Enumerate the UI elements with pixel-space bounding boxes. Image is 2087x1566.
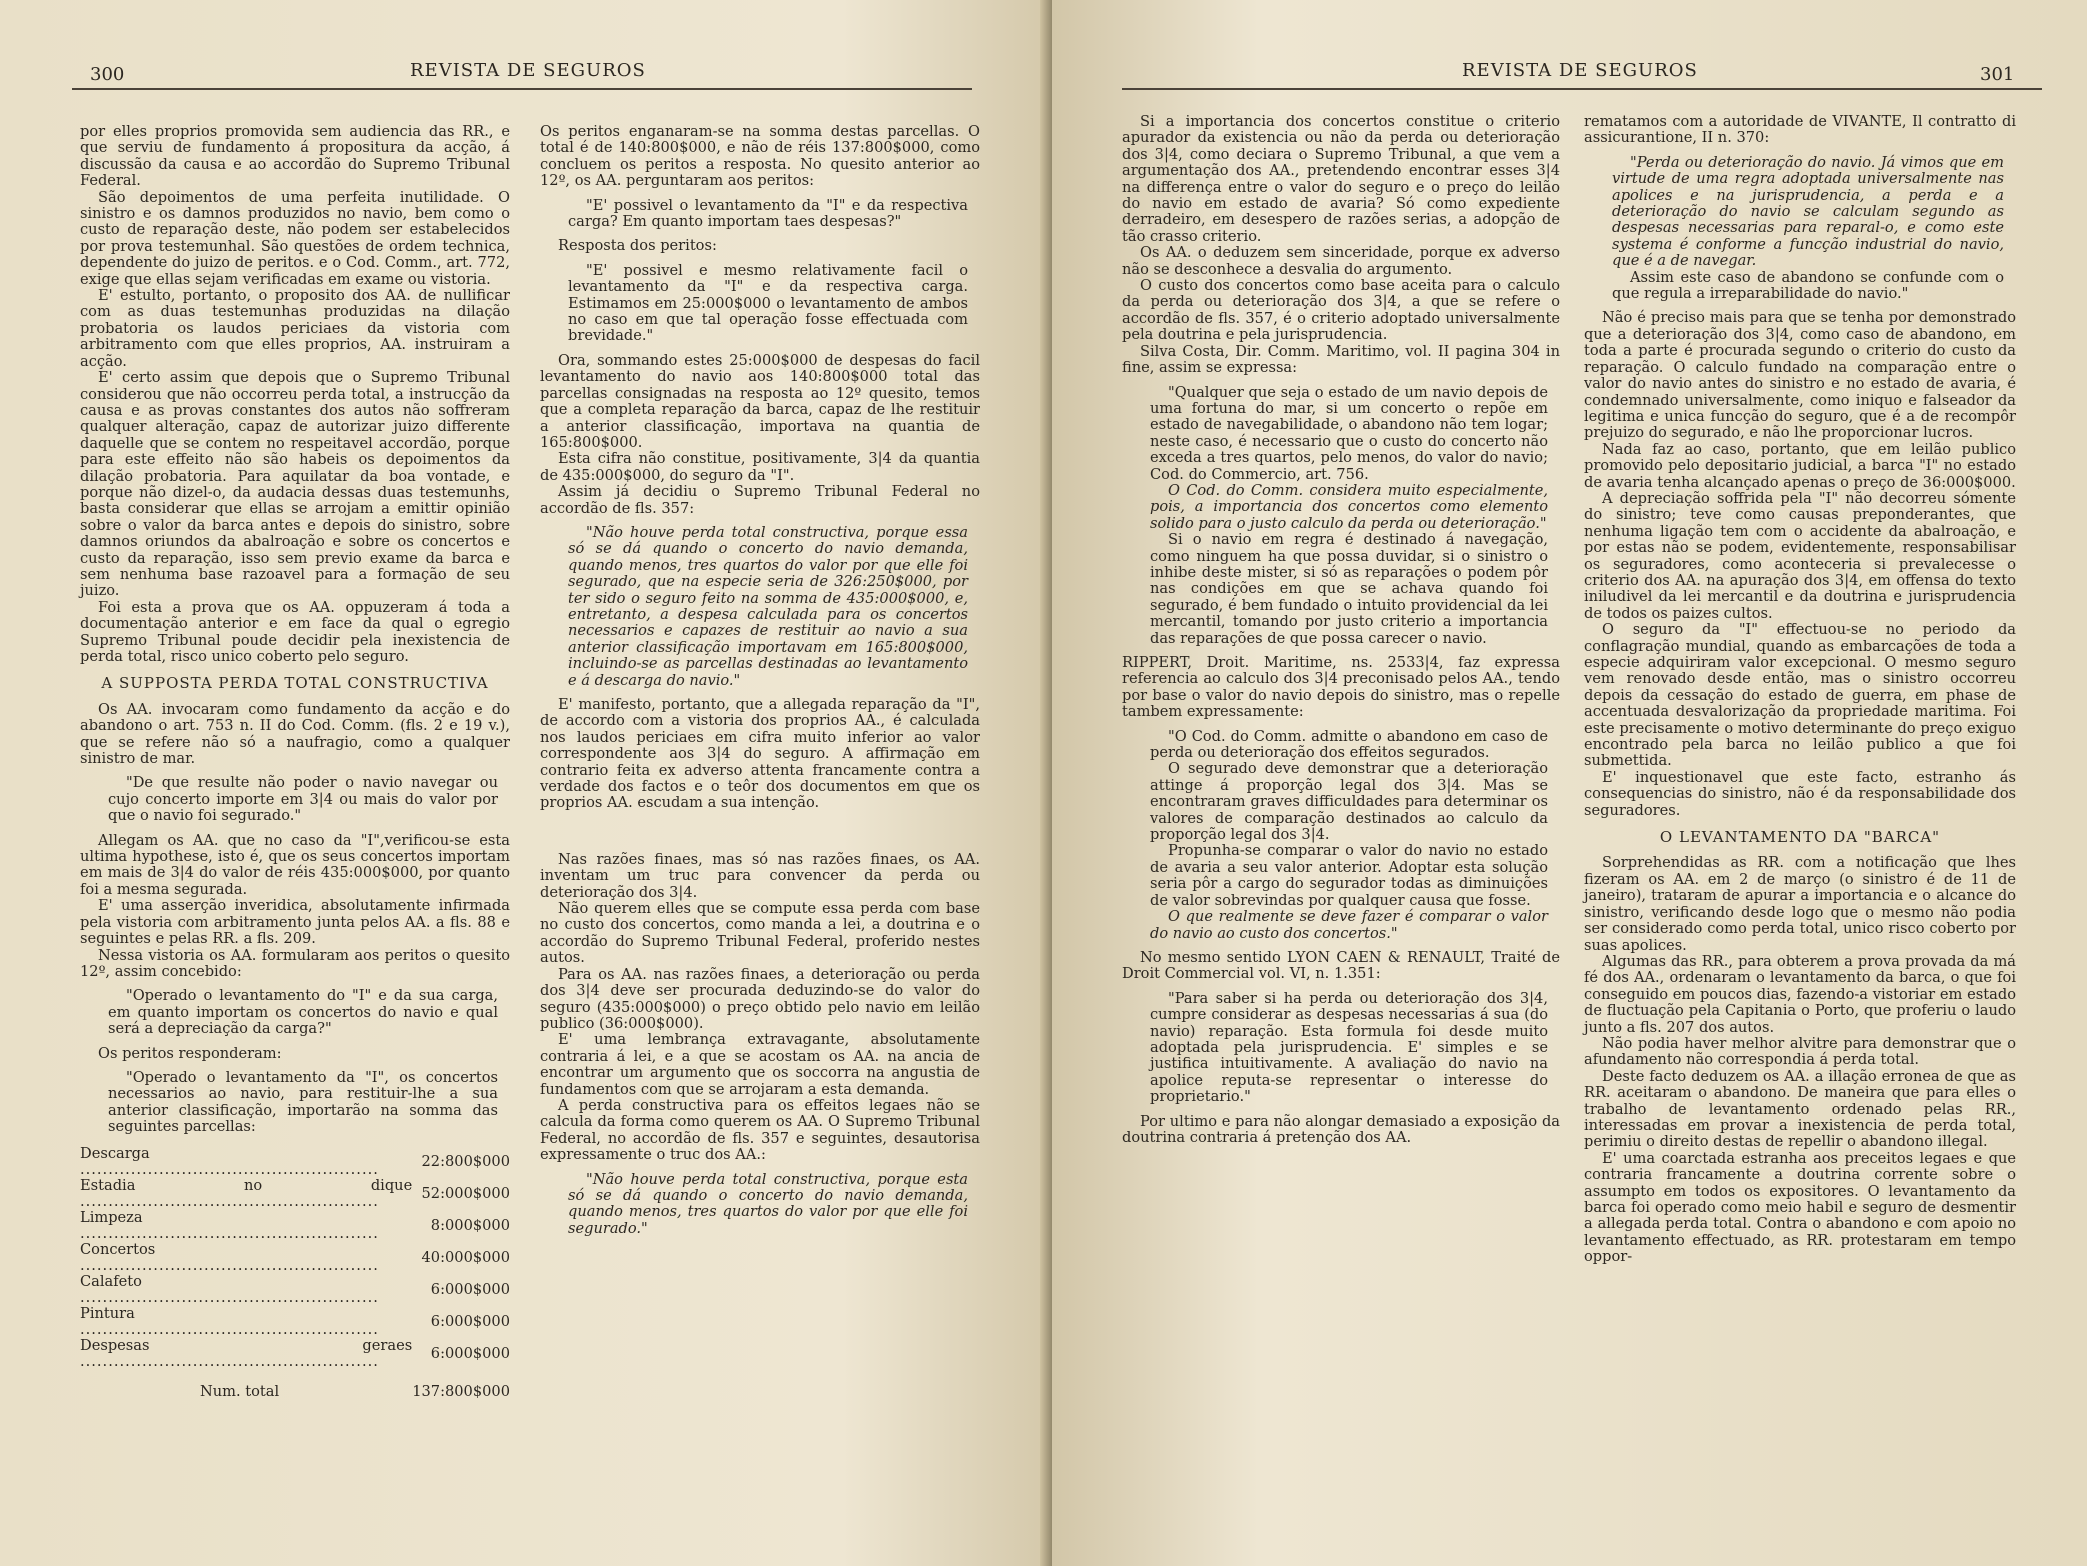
quote-text: O Cod. do Comm. considera muito especialmente, pois, a importancia dos concertos como elemento solido para o justo calculo da perda ou deterioração." (1150, 481, 1548, 532)
table-total-row (80, 1370, 510, 1400)
quote-text: "O Cod. do Comm. admitte o abandono em caso de perda ou deterioração dos effeitos segurados. (1150, 727, 1548, 762)
quote-text: Assim este caso de abandono se confunde com o que regula a irreparabilidade do navio." (1612, 268, 2004, 303)
table-label: Limpeza ..... (80, 1210, 412, 1242)
paragraph: Os peritos responderam: (98, 1044, 282, 1062)
table-row (80, 1242, 510, 1274)
table-label: Calafeto ..... (80, 1274, 412, 1306)
table-value: 40:000$000 (421, 1248, 510, 1266)
paragraph: A perda constructiva para os effeitos legaes não se calcula da forma como querem os AA. O Supremo Tribunal Federal, no accordão de fls. 357 e seguintes, desautorisa expressamente o truc dos AA.: (540, 1096, 980, 1164)
block-quote (540, 1172, 980, 1238)
paragraph: São depoimentos de uma perfeita inutilidade. O sinistro e os damnos produzidos no navio, bem como o custo de reparação deste, não podem ser estabelecidos por prova testemunhal. São questões de ordem technica, dependente do juizo de peritos. e o Cod. Comm., art. 772, exige que ellas sejam verificadas em exame ou vistoria. (80, 188, 510, 288)
left-column-1 (80, 124, 510, 1400)
paragraph: rematamos com a autoridade de VIVANTE, Il contratto di assicurantione, II n. 370: (1584, 113, 2016, 147)
paragraph: Ora, sommando estes 25:000$000 de despesas do facil levantamento do navio aos 140:800$000 total das parcellas consignadas na resposta ao 12º quesito, temos que a completa reparação da barca, capaz de lhe restituir a anterior classificação, importava na quantia de 165:800$000. (540, 351, 980, 451)
paragraph: Si a importancia dos concertos constitue o criterio apurador da existencia ou não da perda ou deterioração dos 3|4, como deciara o Supremo Tribunal, a que vem a argumentação dos AA., pretendendo encontrar esses 3|4 na differença entre o valor do seguro e o preço do leilão do navio em estado de avaria? Só como expediente derradeiro, em desespero de razões serias, a adopção de tão crasso criterio. (1122, 113, 1560, 245)
paragraph: E' certo assim que depois que o Supremo Tribunal considerou que não occorreu perda total, a instrucção da causa e as provas constantes dos autos não soffreram qualquer alteração, capaz de autorizar juizo differente daquelle que se contem no respeitavel accordão, porque para este effeito não são habeis os depoimentos da dilação probatoria. Para aquilatar da boa vontade, e porque não dizel-o, da audacia dessas duas testemunhs, basta considerar que ellas se arrojam a emittir opinião sobre o valor da barca antes e depois do sinistro, sobre damnos oriundos da abalroação e sobre os concertos e custo da reparação, isso sem previo exame da barca e sem nenhuma base razoavel para a formação de seu juizo. (80, 369, 510, 600)
table-label: Concertos ..... (80, 1242, 412, 1274)
right-column-2 (1584, 114, 2016, 1266)
paragraph: Os peritos enganaram-se na somma destas parcellas. O total é de 140:800$000, e não de réis 137:800$000, como concluem os peritos a resposta. No quesito anterior ao 12º, os AA. perguntaram aos peritos: (540, 123, 980, 190)
paragraph: E' inquestionavel que este facto, estranho ás consequencias do sinistro, não é da responsabilidade dos seguradores. (1584, 768, 2016, 819)
quote-text: "Perda ou deterioração do navio. Já vimos que em virtude de uma regra adoptada universalmente nas apolices e na jurisprudencia, a perda e a deterioração do navio se calculam segundo as despesas necessarias para reparal-o, e como este systema é conforme a funcção industrial do navio, que é a de navegar. (1612, 153, 2004, 270)
paragraph: RIPPERT, Droit. Maritime, ns. 2533|4, faz expressa referencia ao calculo dos 3|4 preconisado pelos AA., tendo por base o valor do navio depois do sinistro, mas o repelle tambem expressamente: (1122, 654, 1560, 721)
paragraph: Foi esta a prova que os AA. oppuzeram á toda a documentação anterior e em face da qual o egregio Supremo Tribunal poude decidir pela inexistencia de perda total, risco unico coberto pelo seguro. (80, 598, 510, 665)
block-quote (80, 1070, 510, 1136)
block-quote (1122, 385, 1560, 648)
right-column-1 (1122, 114, 1560, 1146)
block-quote (1122, 991, 1560, 1106)
quote-text: "E' possivel e mesmo relativamente facil o levantamento da "I" e da respectiva carga. Estimamos em 25:000$000 o levantamento de ambos no caso em que tal operação fosse effectuada com brevidade." (568, 261, 968, 345)
table-total-label: Num. total (200, 1382, 280, 1400)
block-quote (1122, 729, 1560, 942)
block-quote (80, 775, 510, 824)
header-rule (1122, 88, 2042, 90)
block-quote (80, 988, 510, 1037)
paragraph: Não querem elles que se compute essa perda com base no custo dos concertos, como manda a lei, a doutrina e o accordão do Supremo Tribunal Federal, proferido nestes autos. (540, 900, 980, 967)
paragraph: Nessa vistoria os AA. formularam aos peritos o quesito 12º, assim concebido: (80, 946, 510, 980)
table-row (80, 1146, 510, 1178)
cost-table (80, 1146, 510, 1400)
paragraph: Por ultimo e para não alongar demasiado a exposição da doutrina contraria á pretenção dos AA. (1122, 1112, 1560, 1146)
paragraph: E' uma asserção inveridica, absolutamente infirmada pela vistoria com arbitramento junta pelos AA. a fls. 88 e seguintes e pelas RR. a fls. 209. (80, 897, 510, 948)
paragraph: No mesmo sentido LYON CAEN & RENAULT, Traité de Droit Commercial vol. VI, n. 1.351: (1122, 948, 1560, 983)
paragraph: Não podia haver melhor alvitre para demonstrar que o afundamento não correspondia á perda total. (1584, 1034, 2016, 1069)
quote-text: "Para saber si ha perda ou deterioração dos 3|4, cumpre considerar as despesas necessarias á sua (do navio) reparação. Esta formula foi desde muito adoptada pela jurisprudencia. E' simples e se justifica intuitivamente. A avaliação do navio na apolice reputa-se representar o interesse do proprietario." (1150, 989, 1548, 1106)
quote-text: O segurado deve demonstrar que a deterioração attinge á proporção legal dos 3|4. Mas se encontraram graves difficuldades para determinar os valores de comparação destinados ao calculo da proporção legal dos 3|4. (1150, 760, 1548, 844)
table-value: 22:800$000 (421, 1152, 510, 1170)
paragraph: Allegam os AA. que no caso da "I",verificou-se esta ultima hypothese, isto é, que os seus concertos importam em mais de 3|4 do valor de réis 435:000$000, por quanto foi a mesma segurada. (80, 831, 510, 898)
quote-text: "Qualquer que seja o estado de um navio depois de uma fortuna do mar, si um concerto o repõe em estado de navegabilidade, o abandono não tem logar; neste caso, é necessario que o custo do concerto não exceda a tres quartos, pelo menos, do valor do navio; Cod. do Commercio, art. 756. (1150, 383, 1548, 483)
quote-text: "Operado o levantamento do "I" e da sua carga, em quanto importam os concertos do navio e qual será a depreciação da carga?" (108, 987, 498, 1038)
quote-text: "De que resulte não poder o navio navegar ou cujo concerto importe em 3|4 ou mais do valor por que o navio foi segurado." (108, 774, 498, 825)
table-label: Estadia no dique ..... (80, 1178, 412, 1210)
paragraph: Esta cifra não constitue, positivamente, 3|4 da quantia de 435:000$000, do seguro da "I". (540, 450, 980, 484)
table-total-value: 137:800$000 (412, 1382, 510, 1400)
paragraph: Os AA. o deduzem sem sinceridade, porque ex adverso não se desconhece a desvalia do argumento. (1122, 244, 1560, 278)
quote-text: Si o navio em regra é destinado á navegação, como ninguem ha que possa duvidar, si o sinistro o inhibe deste mister, si só as reparações o podem pôr nas condições em que se achava quando foi segurado, é bem fundado o intuito providencial da lei mercantil, tomando por justo criterio a importancia das reparações de que possa carecer o navio. (1150, 531, 1548, 647)
paragraph: Silva Costa, Dir. Comm. Maritimo, vol. II pagina 304 in fine, assim se expressa: (1122, 342, 1560, 377)
section-heading: O LEVANTAMENTO DA "BARCA" (1659, 828, 1941, 847)
header-rule (72, 88, 972, 90)
table-value: 6:000$000 (430, 1312, 510, 1330)
running-head: REVISTA DE SEGUROS (410, 60, 646, 81)
page-number: 300 (90, 64, 125, 85)
paragraph: Nada faz ao caso, portanto, que em leilão publico promovido pelo depositario judicial, a barca "I" no estado de avaria tenha alcançado apenas o preço de 36:000$000. (1584, 440, 2016, 491)
quote-text: "Não houve perda total constructiva, porque essa só se dá quando o concerto do navio demanda, quando menos, tres quartos do valor por que elle foi segurado, que na especie seria de 326:250$000, por ter sido o seguro feito na somma de 435:000$000, e, entretanto, a despesa calculada para os concertos necessarios e capazes de restituir ao navio a sua anterior classificação importavam em 165:800$000, incluindo-se as parcellas destinadas ao levantamento e á descarga do navio." (568, 523, 968, 689)
block-quote (540, 525, 980, 689)
paragraph: Os AA. invocaram como fundamento da acção e do abandono o art. 753 n. II do Cod. Comm. (fls. 2 e 19 v.), que se refere não só a naufragio, como a qualquer sinistro de mar. (80, 700, 510, 768)
paragraph: E' uma lembrança extravagante, absolutamente contraria á lei, e a que se acostam os AA. na ancia de encontrar um argumento que os soccorra na angustia de fundamentos com que se arrojaram a esta demanda. (540, 1031, 980, 1098)
table-label: Despesas geraes ..... (80, 1338, 412, 1370)
quote-text: Propunha-se comparar o valor do navio no estado de avaria a seu valor anterior. Adoptar esta solução seria pôr a cargo do segurador todas as diminuições de valor sobrevindas por qualquer causa que fosse. (1150, 842, 1548, 909)
paragraph: E' estulto, portanto, o proposito dos AA. de nullificar com as duas testemunhas produzidas na dilação probatoria os laudos periciaes da vistoria com arbitramento com que elles proprios, AA. instruiram a acção. (80, 287, 510, 370)
quote-text: "E' possivel o levantamento da "I" e da respectiva carga? Em quanto importam taes despesas?" (568, 196, 968, 231)
paragraph: O custo dos concertos como base aceita para o calculo da perda ou deterioração dos 3|4, a que se refere o accordão de fls. 357, é o criterio adoptado universalmente pela doutrina e pela jurisprudencia. (1122, 277, 1560, 344)
right-page (1052, 0, 2087, 1566)
paragraph: Algumas das RR., para obterem a prova provada da má fé dos AA., ordenaram o levantamento da barca, o que foi conseguido em poucos dias, fazendo-a vistoriar em estado de fluctuação pela Capitania o Porto, que proferiu o laudo junto a fls. 207 dos autos. (1584, 952, 2016, 1036)
table-row (80, 1338, 510, 1370)
quote-text: "Operado o levantamento da "I", os concertos necessarios ao navio, para restituir-lhe a sua anterior classificação, importarão na somma das seguintes parcellas: (108, 1068, 498, 1136)
paragraph: O seguro da "I" effectuou-se no periodo da conflagração mundial, quando as embarcações de toda a especie adquiriram valor excepcional. O mesmo seguro vem renovado desde então, mas o sinistro occorreu depois da cessação do estado de guerra, em phase de accentuada desvalorização da propriedade maritima. Foi este precisamente o motivo determinante do preço exiguo encontrado pela barca no leilão publico a que foi submettida. (1584, 621, 2016, 770)
table-value: 6:000$000 (430, 1280, 510, 1298)
block-quote (1584, 155, 2016, 303)
left-column-2 (540, 124, 980, 1245)
table-label: Pintura ..... (80, 1306, 412, 1338)
section-heading: A SUPPOSTA PERDA TOTAL CONSTRUCTIVA (101, 674, 489, 693)
table-label: Descarga ..... (80, 1146, 412, 1178)
table-value: 6:000$000 (430, 1344, 510, 1362)
block-quote (540, 198, 980, 231)
quote-text: "Não houve perda total constructiva, porque esta só se dá quando o concerto do navio demanda, quando menos, tres quartos do valor por que elle foi segurado." (568, 1170, 968, 1237)
paragraph: Sorprehendidas as RR. com a notificação que lhes fizeram os AA. em 2 de março (o sinistro é de 11 de janeiro), trataram de apurar a importancia e o alcance do sinistro, verificando desde logo que o mesmo não podia ser considerado como perda total, unico risco coberto por suas apolices. (1584, 854, 2016, 954)
block-quote (540, 263, 980, 345)
page-number: 301 (1980, 64, 2015, 85)
paragraph: Nas razões finaes, mas só nas razões finaes, os AA. inventam um truc para convencer da perda ou deterioração dos 3|4. (540, 850, 980, 901)
paragraph: A depreciação soffrida pela "I" não decorreu sómente do sinistro; teve como causas preponderantes, que nenhuma ligação tem com o accidente da abalroação, e por estas não se podem, evidentemente, responsabilisar os seguradores, como aconteceria si prevalecesse o criterio dos AA. na apuração dos 3|4, em offensa do texto iniludivel da lei mercantil e da doutrina e jurisprudencia de todos os paizes cultos. (1584, 489, 2016, 622)
paragraph: Para os AA. nas razões finaes, a deterioração ou perda dos 3|4 deve ser procurada deduzindo-se do valor do seguro (435:000$000) o preço obtido pelo navio em leilão publico (36:000$000). (540, 965, 980, 1032)
paragraph: E' manifesto, portanto, que a allegada reparação da "I", de accordo com a vistoria dos proprios AA., é calculada nos laudos periciaes em cifra muito inferior ao valor correspondente aos 3|4 do seguro. A affirmação em contrario feita ex adverso attenta francamente contra a verdade dos factos e o teôr dos documentos em que os proprios AA. escudam a sua intenção. (540, 696, 980, 812)
spacer (540, 812, 980, 852)
table-value: 8:000$000 (430, 1216, 510, 1234)
paragraph: Resposta dos peritos: (558, 237, 717, 255)
table-row (80, 1306, 510, 1338)
paragraph: Não é preciso mais para que se tenha por demonstrado que a deterioração dos 3|4, como caso de abandono, em toda a parte é procurada segundo o criterio do custo da reparação. O calculo fundado na comparação entre o valor do navio antes do sinistro e no estado de avaria, é condemnado universalmente, como iniquo e falseador da legitima e unica funcção do seguro, que é a de recompôr prejuizo do segurado, e não lhe proporcionar lucros. (1584, 309, 2016, 442)
paragraph: E' uma coarctada estranha aos preceitos legaes e que contraria francamente a doutrina corrente sobre o assumpto em todos os expositores. O levantamento da barca foi operado como meio habil e seguro de desmentir a allegada perda total. Contra o abandono e com apoio no levantamento effectuado, as RR. protestaram em tempo oppor- (1584, 1149, 2016, 1266)
table-row (80, 1178, 510, 1210)
quote-text: O que realmente se deve fazer é comparar o valor do navio ao custo dos concertos." (1150, 908, 1548, 942)
table-row (80, 1210, 510, 1242)
table-row (80, 1274, 510, 1306)
paragraph: por elles proprios promovida sem audiencia das RR., e que serviu de fundamento á propositura da acção, á discussão da causa e ao accordão do Supremo Tribunal Federal. (80, 123, 510, 190)
paragraph: Assim já decidiu o Supremo Tribunal Federal no accordão de fls. 357: (540, 483, 980, 517)
table-value: 52:000$000 (421, 1184, 510, 1202)
running-head: REVISTA DE SEGUROS (1462, 60, 1698, 81)
paragraph: Deste facto deduzem os AA. a illação erronea de que as RR. aceitaram o abandono. De maneira que para elles o trabalho de levantamento ordenado pelas RR., interessadas em provar a inexistencia de perda total, perimiu o direito destas de repellir o abandono illegal. (1584, 1067, 2016, 1151)
